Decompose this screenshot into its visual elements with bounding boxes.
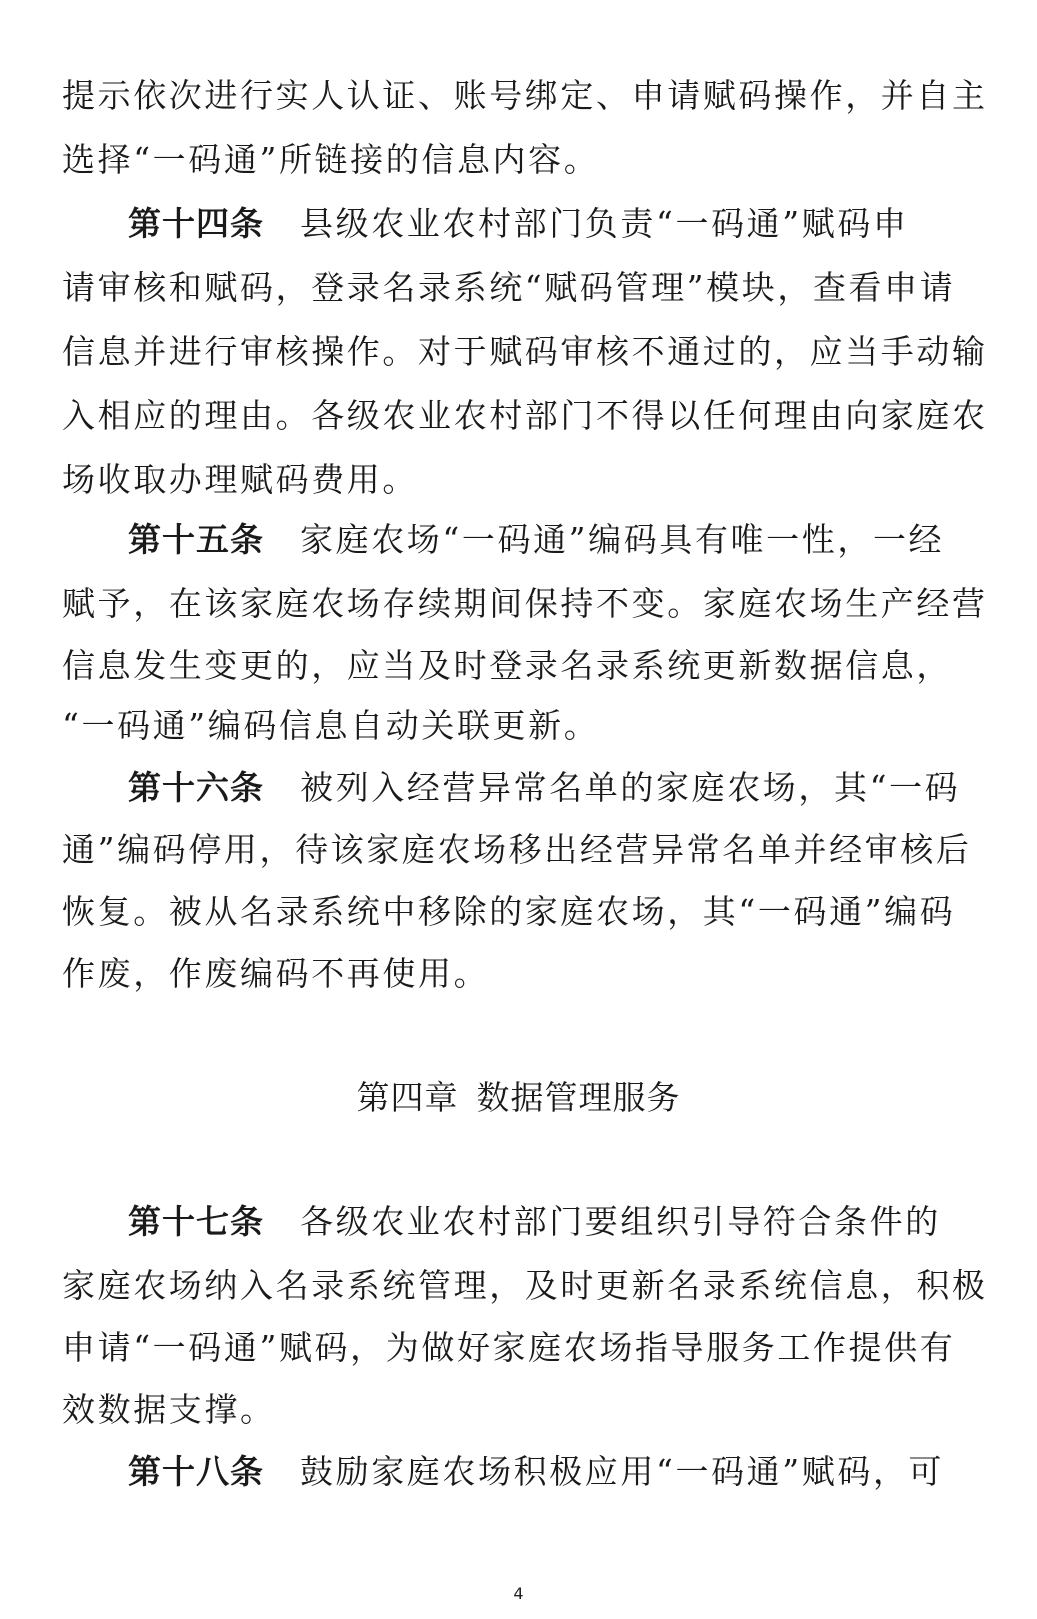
page-number: 4 <box>513 1584 524 1603</box>
paragraph-line: 家庭农场纳入名录系统管理，及时更新名录系统信息，积极 <box>62 1266 988 1305</box>
paragraph-line: 信息发生变更的，应当及时登录名录系统更新数据信息， <box>62 646 952 685</box>
chapter-number: 第四章 <box>356 1078 459 1117</box>
paragraph-line: 请审核和赋码，登录名录系统“赋码管理”模块，查看申请 <box>62 268 956 307</box>
article-15-first-line <box>128 518 962 562</box>
paragraph-line: 作废，作废编码不再使用。 <box>62 954 490 993</box>
paragraph-line: 入相应的理由。各级农业农村部门不得以任何理由向家庭农 <box>62 396 988 435</box>
article-label: 第十四条 <box>128 204 264 243</box>
paragraph-line: 选择“一码通”所链接的信息内容。 <box>62 140 600 179</box>
paragraph-line: 赋予，在该家庭农场存续期间保持不变。家庭农场生产经营 <box>62 584 988 623</box>
chapter-heading <box>0 1076 1037 1120</box>
article-label: 第十六条 <box>128 768 264 807</box>
paragraph-line: 场收取办理赋码费用。 <box>62 460 418 499</box>
paragraph-line: 信息并进行审核操作。对于赋码审核不通过的，应当手动输 <box>62 332 988 371</box>
article-text: 县级农业农村部门负责“一码通”赋码申 <box>300 204 909 243</box>
article-14-first-line <box>128 202 962 246</box>
paragraph-line: 通”编码停用，待该家庭农场移出经营异常名单并经审核后 <box>62 830 972 869</box>
paragraph-line: 效数据支撑。 <box>62 1390 276 1429</box>
paragraph-line: 恢复。被从名录系统中移除的家庭农场，其“一码通”编码 <box>62 892 956 931</box>
paragraph-line: 申请“一码通”赋码，为做好家庭农场指导服务工作提供有 <box>62 1328 956 1367</box>
article-text: 家庭农场“一码通”编码具有唯一性，一经 <box>300 520 945 559</box>
chapter-title: 数据管理服务 <box>476 1078 681 1117</box>
article-label: 第十五条 <box>128 520 264 559</box>
article-label: 第十八条 <box>128 1452 264 1491</box>
article-17-first-line <box>128 1200 962 1244</box>
article-text: 被列入经营异常名单的家庭农场，其“一码 <box>300 768 961 807</box>
article-text: 各级农业农村部门要组织引导符合条件的 <box>300 1202 941 1241</box>
article-16-first-line <box>128 766 962 810</box>
article-label: 第十七条 <box>128 1202 264 1241</box>
paragraph-line: “一码通”编码信息自动关联更新。 <box>62 706 600 745</box>
article-text: 鼓励家庭农场积极应用“一码通”赋码，可 <box>300 1452 945 1491</box>
article-18-first-line <box>128 1450 962 1494</box>
paragraph-line: 提示依次进行实人认证、账号绑定、申请赋码操作，并自主 <box>62 76 988 115</box>
